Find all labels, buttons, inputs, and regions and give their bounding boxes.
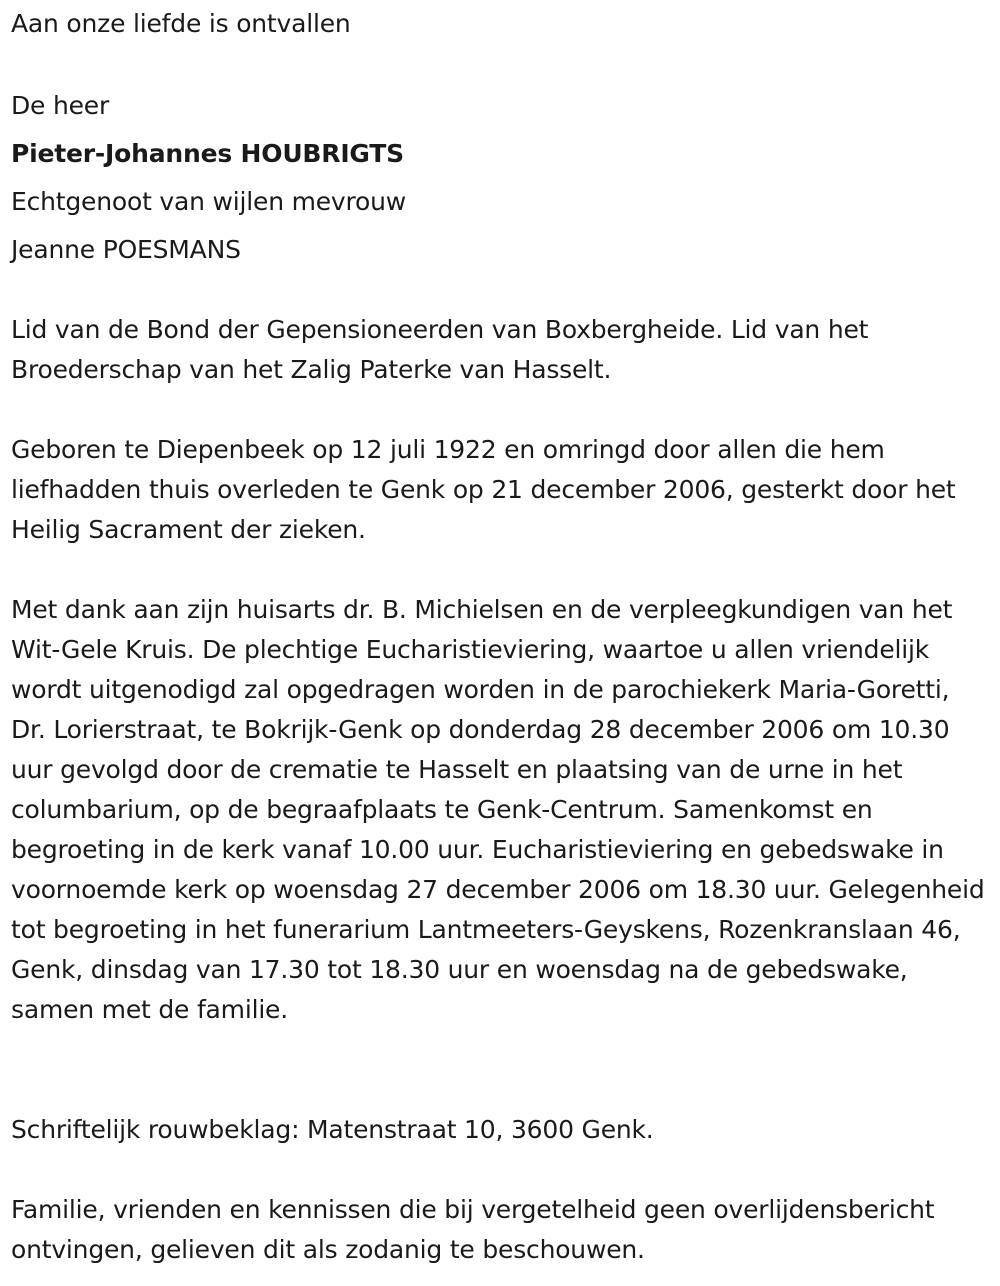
membership-paragraph: Lid van de Bond der Gepensioneerden van Boxbergheide. Lid van het Broederschap van het Zalig Paterke van Hasselt. [11, 315, 869, 384]
honorific: De heer [11, 91, 110, 120]
birth-death-paragraph: Geboren te Diepenbeek op 12 juli 1922 en omringd door allen die hem liefhadden thuis overleden te Genk op 21 december 2006, gesterkt door het Heilig Sacrament der zieken. [11, 435, 956, 544]
deceased-name: Pieter-Johannes HOUBRIGTS [11, 139, 404, 168]
ceremony-paragraph: Met dank aan zijn huisarts dr. B. Michielsen en de verpleegkundigen van het Wit-Gele Kruis. De plechtige Eucharistieviering, waartoe u allen vriendelijk wordt uitgenodigd zal opgedragen worden in de parochiekerk Maria-Goretti, Dr. Lorierstraat, te Bokrijk-Genk op donderdag 28 december 2006 om 10.30 uur gevolgd door de crematie te Hasselt en plaatsing van de urne in het columbarium, op de begraafplaats te Genk-Centrum. Samenkomst en begroeting in de kerk vanaf 10.00 uur. Eucharistieviering en gebedswake in voornoemde kerk op woensdag 27 december 2006 om 18.30 uur. Gelegenheid tot begroeting in het funerarium Lantmeeters-Geyskens, Rozenkranslaan 46, Genk, dinsdag van 17.30 tot 18.30 uur en woensdag na de gebedswake, samen met de familie. [11, 595, 985, 1024]
closing-paragraph: Familie, vrienden en kennissen die bij vergetelheid geen overlijdensbericht ontvingen, gelieven dit als zodanig te beschouwen. [11, 1195, 935, 1264]
condolence-address: Schriftelijk rouwbeklag: Matenstraat 10, 3600 Genk. [11, 1115, 654, 1144]
intro-line: Aan onze liefde is ontvallen [11, 9, 351, 38]
relation-line: Echtgenoot van wijlen mevrouw [11, 187, 407, 216]
spouse-name: Jeanne POESMANS [11, 235, 241, 264]
